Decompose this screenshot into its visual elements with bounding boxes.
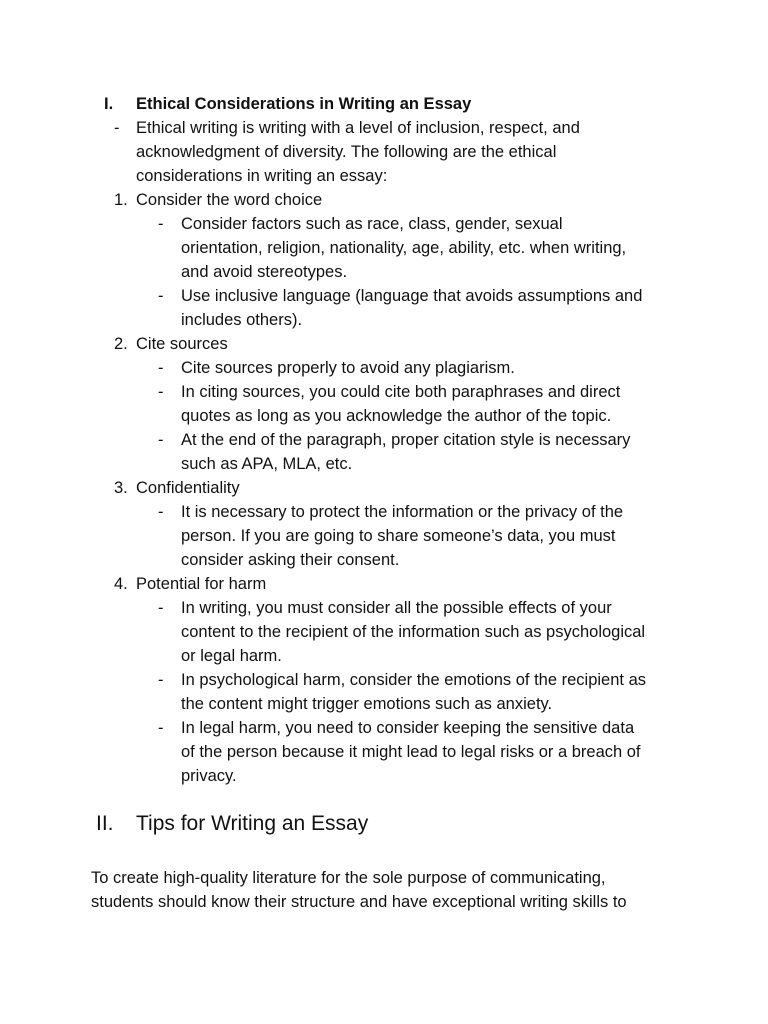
list-item-title: Confidentiality [136,479,240,497]
sub-bullet-text: In psychological harm, consider the emotions of the recipient as [181,671,646,689]
section-1-title: Ethical Considerations in Writing an Essay [136,95,472,113]
list-item-title: Consider the word choice [136,191,323,209]
sub-bullet-dash: - [158,599,164,617]
sub-bullet-text: Cite sources properly to avoid any plagiarism. [181,359,515,377]
sub-bullet-text: quotes as long as you acknowledge the author of the topic. [181,407,612,425]
list-item-number: 4. [114,575,128,593]
sub-bullet-dash: - [158,503,164,521]
sub-bullet-dash: - [158,383,164,401]
sub-bullet-text: Use inclusive language (language that avoids assumptions and [181,287,643,305]
sub-bullet-text: and avoid stereotypes. [181,263,348,281]
sub-bullet-text: or legal harm. [181,647,282,665]
section-1-numeral: I. [104,95,114,113]
sub-bullet-text: At the end of the paragraph, proper citation style is necessary [181,431,631,449]
sub-bullet-text: Consider factors such as race, class, gender, sexual [181,215,563,233]
intro-bullet-dash: - [114,119,120,137]
sub-bullet-text: In citing sources, you could cite both paraphrases and direct [181,383,621,401]
intro-text-line: considerations in writing an essay: [136,167,388,185]
sub-bullet-text: the content might trigger emotions such as anxiety. [181,695,553,713]
sub-bullet-text: content to the recipient of the information such as psychological [181,623,646,641]
section-2-title: Tips for Writing an Essay [136,812,369,835]
intro-text-line: Ethical writing is writing with a level of inclusion, respect, and [136,119,580,137]
sub-bullet-dash: - [158,359,164,377]
sub-bullet-dash: - [158,671,164,689]
section-2-numeral: II. [96,812,114,835]
sub-bullet-text: In legal harm, you need to consider keeping the sensitive data [181,719,635,737]
sub-bullet-text: such as APA, MLA, etc. [181,455,353,473]
sub-bullet-text: of the person because it might lead to legal risks or a breach of [181,743,641,761]
paragraph-line: To create high-quality literature for the sole purpose of communicating, [91,869,606,887]
sub-bullet-text: orientation, religion, nationality, age, ability, etc. when writing, [181,239,627,257]
list-item-title: Cite sources [136,335,228,353]
paragraph-line: students should know their structure and have exceptional writing skills to [91,893,627,911]
sub-bullet-text: privacy. [181,767,237,785]
sub-bullet-text: consider asking their consent. [181,551,400,569]
sub-bullet-dash: - [158,719,164,737]
intro-text-line: acknowledgment of diversity. The following are the ethical [136,143,557,161]
sub-bullet-dash: - [158,215,164,233]
sub-bullet-text: In writing, you must consider all the possible effects of your [181,599,612,617]
list-item-number: 1. [114,191,128,209]
sub-bullet-text: includes others). [181,311,303,329]
sub-bullet-dash: - [158,431,164,449]
sub-bullet-text: It is necessary to protect the information or the privacy of the [181,503,624,521]
list-item-number: 3. [114,479,128,497]
list-item-title: Potential for harm [136,575,267,593]
sub-bullet-text: person. If you are going to share someone’s data, you must [181,527,616,545]
sub-bullet-dash: - [158,287,164,305]
list-item-number: 2. [114,335,128,353]
